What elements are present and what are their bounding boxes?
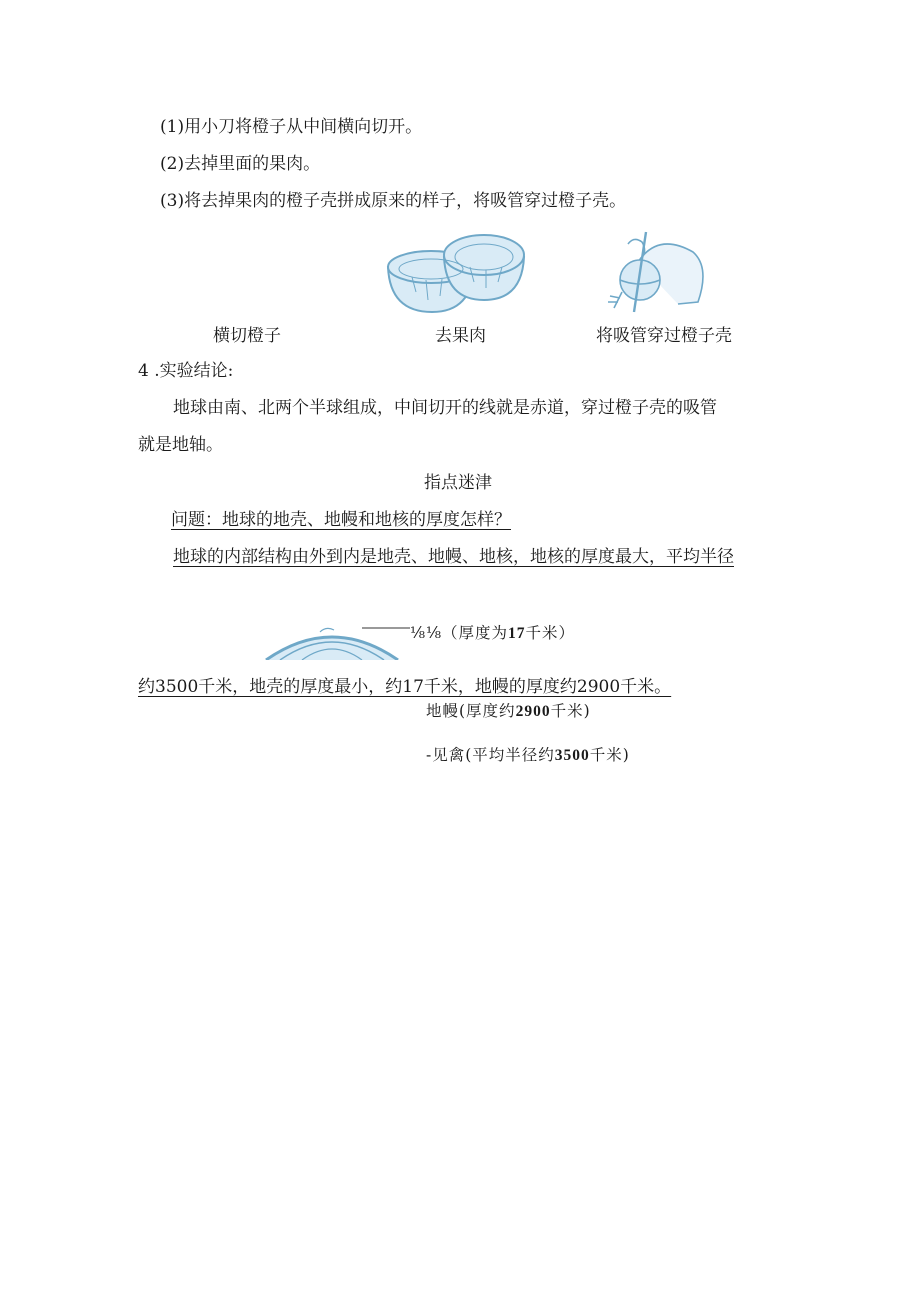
conclusion-line-1: 地球由南、北两个半球组成，中间切开的线就是赤道，穿过橙子壳的吸管 xyxy=(173,398,717,418)
label-core: -见禽(平均半径约3500千米) xyxy=(426,746,630,764)
tips-answer-line-2: 约3500千米，地壳的厚度最小，约17千米，地幔的厚度约2900千米。 xyxy=(138,677,672,697)
earth-structure-illustration xyxy=(262,620,412,660)
conclusion-heading: 4 .实验结论: xyxy=(138,361,234,381)
tips-question: 问题：地球的地壳、地幔和地核的厚度怎样？ xyxy=(171,510,511,530)
caption-straw-through: 将吸管穿过橙子壳 xyxy=(596,326,732,346)
step-3: (3)将去掉果肉的橙子壳拼成原来的样子，将吸管穿过橙子壳。 xyxy=(160,191,627,211)
tips-answer-line-1: 地球的内部结构由外到内是地壳、地幔、地核，地核的厚度最大，平均半径 xyxy=(173,547,734,567)
tips-title: 指点迷津 xyxy=(424,473,492,493)
straw-orange-illustration xyxy=(598,222,713,317)
step-1: (1)用小刀将橙子从中间横向切开。 xyxy=(160,117,423,137)
label-crust: ⅛⅛（厚度为17千米） xyxy=(410,624,576,642)
orange-halves-illustration xyxy=(382,222,532,317)
label-mantle: 地幔(厚度约2900千米) xyxy=(426,702,591,720)
conclusion-line-2: 就是地轴。 xyxy=(138,435,223,455)
caption-cut-orange: 横切橙子 xyxy=(213,326,281,346)
step-2: (2)去掉里面的果肉。 xyxy=(160,154,321,174)
caption-remove-pulp: 去果肉 xyxy=(435,326,486,346)
